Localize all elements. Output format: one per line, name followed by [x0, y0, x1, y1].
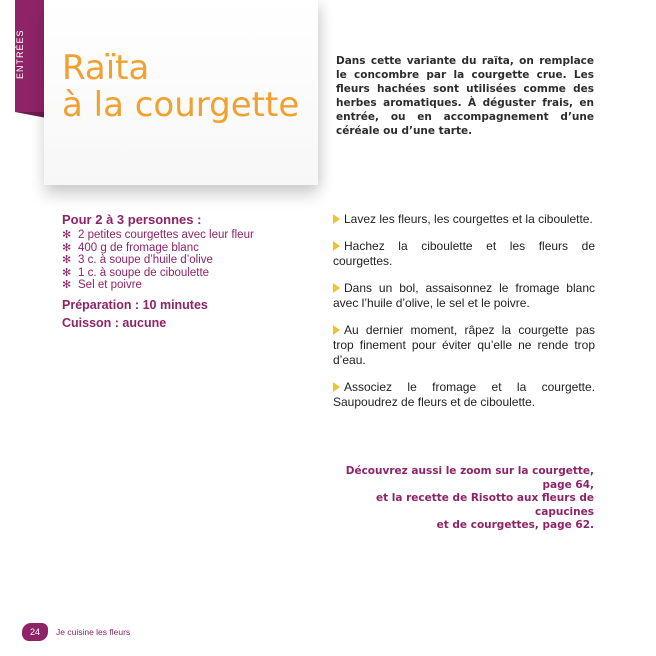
ingredient-item — [62, 279, 322, 292]
intro-paragraph: Dans cette variante du raïta, on remplace le concombre par la courgette crue. Les fleurs hachées sont utilisées comme des herbes aromatiques. À déguster frais, en entrée, ou en accompagnement d’une céréale ou d’une tarte. — [336, 55, 594, 137]
ingredients-list — [62, 229, 322, 292]
ingredient-item — [62, 254, 322, 267]
ingredient-item — [62, 229, 322, 242]
triangle-bullet-icon — [333, 325, 340, 335]
triangle-bullet-icon — [333, 382, 340, 392]
recipe-title — [62, 50, 299, 124]
step-text: Dans un bol, assaisonnez le fromage blanc avec l’huile d’olive, le sel et le poivre. — [333, 281, 595, 310]
step-item — [333, 380, 595, 410]
step-item — [333, 281, 595, 311]
asterisk-icon: ✻ — [62, 241, 72, 254]
title-line-1: Raïta — [62, 48, 150, 88]
step-text: Au dernier moment, râpez la courgette pas trop finement pour éviter qu’elle ne rende trop d’eau. — [333, 323, 595, 367]
book-title: Je cuisine les fleurs — [56, 627, 131, 637]
ingredient-text: 1 c. à soupe de ciboulette — [78, 266, 210, 279]
see-also-line: Découvrez aussi le zoom sur la courgette, page 64, — [345, 465, 594, 491]
ingredients-block — [62, 212, 322, 330]
title-line-2: à la courgette — [62, 85, 300, 125]
asterisk-icon: ✻ — [62, 279, 72, 292]
step-text: Lavez les fleurs, les courgettes et la ciboulette. — [344, 212, 593, 226]
servings: Pour 2 à 3 personnes : — [62, 212, 202, 227]
step-text: Hachez la ciboulette et les fleurs de courgettes. — [333, 239, 595, 268]
steps-list — [333, 212, 595, 422]
step-item — [333, 323, 595, 368]
see-also-note — [326, 465, 594, 533]
triangle-bullet-icon — [333, 214, 340, 224]
ingredient-item — [62, 242, 322, 255]
ingredient-text: 400 g de fromage blanc — [78, 241, 199, 254]
ingredient-item — [62, 267, 322, 280]
preparation-time: Préparation : 10 minutes — [62, 297, 208, 312]
page-number: 24 — [22, 623, 48, 641]
see-also-line: et la recette de Risotto aux fleurs de capucines — [375, 492, 594, 518]
step-item — [333, 239, 595, 269]
see-also-line: et de courgettes, page 62. — [436, 519, 594, 531]
ingredient-text: 2 petites courgettes avec leur fleur — [78, 229, 254, 241]
asterisk-icon: ✻ — [62, 254, 72, 267]
ingredient-text: 3 c. à soupe d’huile d’olive — [78, 254, 213, 267]
asterisk-icon: ✻ — [62, 266, 72, 279]
page-footer — [22, 622, 130, 642]
triangle-bullet-icon — [333, 241, 340, 251]
asterisk-icon: ✻ — [62, 229, 72, 241]
step-text: Associez le fromage et la courgette. Saupoudrez de fleurs et de ciboulette. — [333, 380, 595, 409]
step-item — [333, 212, 595, 227]
triangle-bullet-icon — [333, 283, 340, 293]
section-label: ENTRÉES — [15, 29, 25, 79]
ingredient-text: Sel et poivre — [78, 279, 142, 292]
cooking-time: Cuisson : aucune — [62, 315, 167, 330]
